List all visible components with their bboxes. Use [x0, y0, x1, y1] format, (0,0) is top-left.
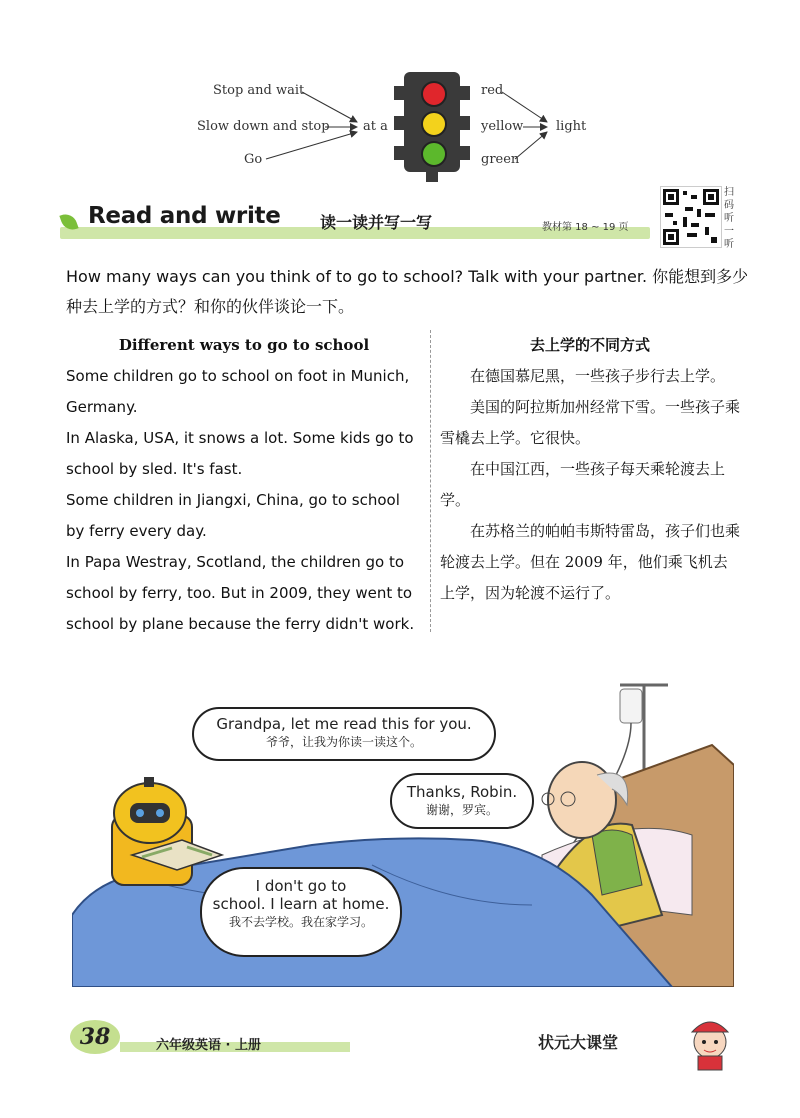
grade-label: 六年级英语 · 上册 [156, 1038, 261, 1053]
label-at-a: at a [363, 119, 388, 134]
label-go: Go [244, 152, 263, 167]
label-stop-and-wait: Stop and wait [213, 83, 305, 98]
mascot-icon [670, 1012, 750, 1072]
label-light: light [556, 119, 587, 134]
column-divider [430, 330, 431, 632]
chinese-column [440, 330, 740, 609]
page-footer [60, 1020, 750, 1080]
chinese-paragraph: 在德国慕尼黑，一些孩子步行去上学。 [470, 367, 726, 385]
chinese-paragraph: 在苏格兰的帕帕韦斯特雷岛，孩子们也乘轮渡去上学。但在 2009 年，他们乘飞机去上学，因为轮渡不运行了。 [440, 522, 741, 602]
english-paragraph: Some children in Jiangxi, China, go to school by ferry every day. [66, 491, 400, 540]
chinese-paragraph: 美国的阿拉斯加州经常下雪。一些孩子乘雪橇去上学。它很快。 [440, 398, 741, 447]
english-paragraph: In Alaska, USA, it snows a lot. Some kids go to school by sled. It's fast. [66, 429, 414, 478]
iv-bag-icon [620, 689, 642, 723]
section-title-cn: 读一读并写一写 [320, 213, 433, 232]
english-heading: Different ways to go to school [118, 336, 370, 354]
qr-code-icon[interactable] [660, 186, 722, 248]
label-green: green [481, 152, 520, 167]
english-column [66, 330, 422, 640]
thought-en-line1: I don't go to [255, 877, 347, 895]
english-paragraph: Some children go to school on foot in Munich, Germany. [66, 367, 410, 416]
yellow-lamp [421, 111, 447, 137]
thought-en-line2: school. I learn at home. [212, 895, 390, 913]
grandpa-speech-en: Thanks, Robin. [406, 783, 518, 801]
grandpa-speech-bubble [390, 773, 534, 829]
arrow-green [515, 132, 547, 159]
robin-speech-en: Grandpa, let me read this for you. [216, 715, 472, 733]
arrow-go [266, 132, 357, 159]
grandpa-speech-cn: 谢谢，罗宾。 [425, 803, 498, 817]
label-yellow: yellow [481, 119, 524, 134]
textbook-page-ref: 教材第 18 ~ 19 页 [542, 222, 629, 233]
intro-text: How many ways can you think of to go to school? Talk with your partner. 你能想到多少种去上学的方式？和你的伙伴谈论一下。 [66, 267, 749, 316]
label-slow-down: Slow down and stop [197, 119, 330, 134]
thought-cn: 我不去学校。我在家学习。 [228, 915, 373, 929]
page-number: 38 [70, 1020, 120, 1054]
traffic-light-diagram [0, 60, 800, 190]
green-lamp [421, 141, 447, 167]
robin-speech-bubble [192, 707, 496, 761]
arrow-stop [302, 92, 357, 122]
section-title: Read and write [88, 203, 281, 229]
label-red: red [481, 83, 504, 98]
chinese-paragraph: 在中国江西，一些孩子每天乘轮渡去上学。 [440, 460, 726, 509]
traffic-light [404, 72, 460, 172]
chinese-heading: 去上学的不同方式 [529, 336, 650, 354]
thought-bubble [200, 867, 402, 957]
arrow-red [502, 92, 547, 122]
section-banner [60, 205, 650, 240]
qr-caption: 扫码听一听 [724, 187, 734, 250]
robin-speech-cn: 爷爷，让我为你读一读这个。 [265, 735, 422, 749]
illustration [72, 665, 734, 987]
english-paragraph: In Papa Westray, Scotland, the children go to school by ferry, too. But in 2009, they went to school by plane because the ferry didn't work. [66, 553, 415, 633]
red-lamp [421, 81, 447, 107]
brand-label: 状元大课堂 [538, 1033, 619, 1052]
